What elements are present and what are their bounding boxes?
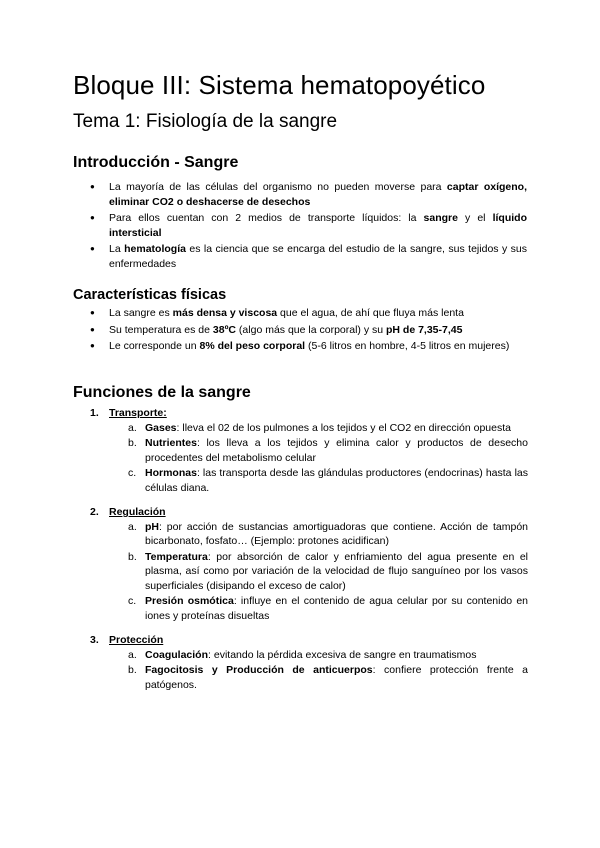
sub-list (128, 648, 528, 693)
list-item: ● Para ellos cuentan con 2 medios de transporte líquidos: la sangre y el líquido intersticial (90, 211, 527, 240)
list-item: ● La mayoría de las células del organismo no pueden moverse para captar oxígeno, eliminar CO2 o deshacerse de desechos (90, 180, 527, 209)
sub-list-item: c. Presión osmótica: influye en el contenido de agua celular por su contenido en iones y proteínas disueltas (128, 595, 529, 622)
numbered-heading: 2. Regulación (90, 506, 166, 518)
sub-list-item: a. pH: por acción de sustancias amortiguadoras que contiene. Acción de tampón bicarbonato, fosfato… (Ejemplo: protones acidifican) (128, 520, 528, 547)
section-heading-funciones: Funciones de la sangre (73, 384, 251, 401)
list-item: ● Le corresponde un 8% del peso corporal (5-6 litros en hombre, 4-5 litros en mujeres) (90, 339, 527, 354)
list-item: ● La sangre es más densa y viscosa que el agua, de ahí que fluya más lenta (90, 306, 527, 321)
section-heading-intro: Introducción - Sangre (73, 154, 239, 171)
intro-bullet-list (90, 180, 527, 273)
sub-list-item: a. Gases: lleva el 02 de los pulmones a los tejidos y el CO2 en dirección opuesta (128, 421, 511, 434)
sub-list (128, 520, 528, 624)
list-item: ● La hematología es la ciencia que se encarga del estudio de la sangre, sus tejidos y sus enfermedades (90, 242, 527, 271)
list-item: ● Su temperatura es de 38ºC (algo más que la corporal) y su pH de 7,35-7,45 (90, 323, 527, 338)
funciones-numbered-list (90, 406, 530, 702)
page-title: Bloque III: Sistema hematopoyético (73, 70, 486, 100)
sub-list-item: b. Nutrientes: los lleva a los tejidos y elimina calor y productos de desecho procedentes del metabolismo celular (128, 437, 528, 464)
page-subtitle: Tema 1: Fisiología de la sangre (73, 111, 338, 132)
section-heading-caracteristicas: Características físicas (73, 287, 227, 303)
sub-list-item: c. Hormonas: las transporta desde las glándulas productores (endocrinas) hasta las células diana. (128, 467, 528, 494)
sub-list-item: a. Coagulación: evitando la pérdida excesiva de sangre en traumatismos (128, 648, 477, 661)
list-item (90, 505, 530, 623)
sub-list-item: b. Fagocitosis y Producción de anticuerpos: confiere protección frente a patógenos. (128, 664, 528, 691)
caracteristicas-bullet-list (90, 306, 527, 356)
numbered-heading: 1. Transporte: (90, 407, 167, 419)
sub-list (128, 421, 528, 496)
list-item (90, 633, 530, 692)
numbered-heading: 3. Protección (90, 634, 164, 646)
list-item (90, 406, 530, 495)
sub-list-item: b. Temperatura: por absorción de calor y enfriamiento del agua presente en el plasma, así como por variación de la velocidad de flujo sanguíneo por los vasos superficiales (disipando el exceso de calor) (128, 550, 528, 592)
